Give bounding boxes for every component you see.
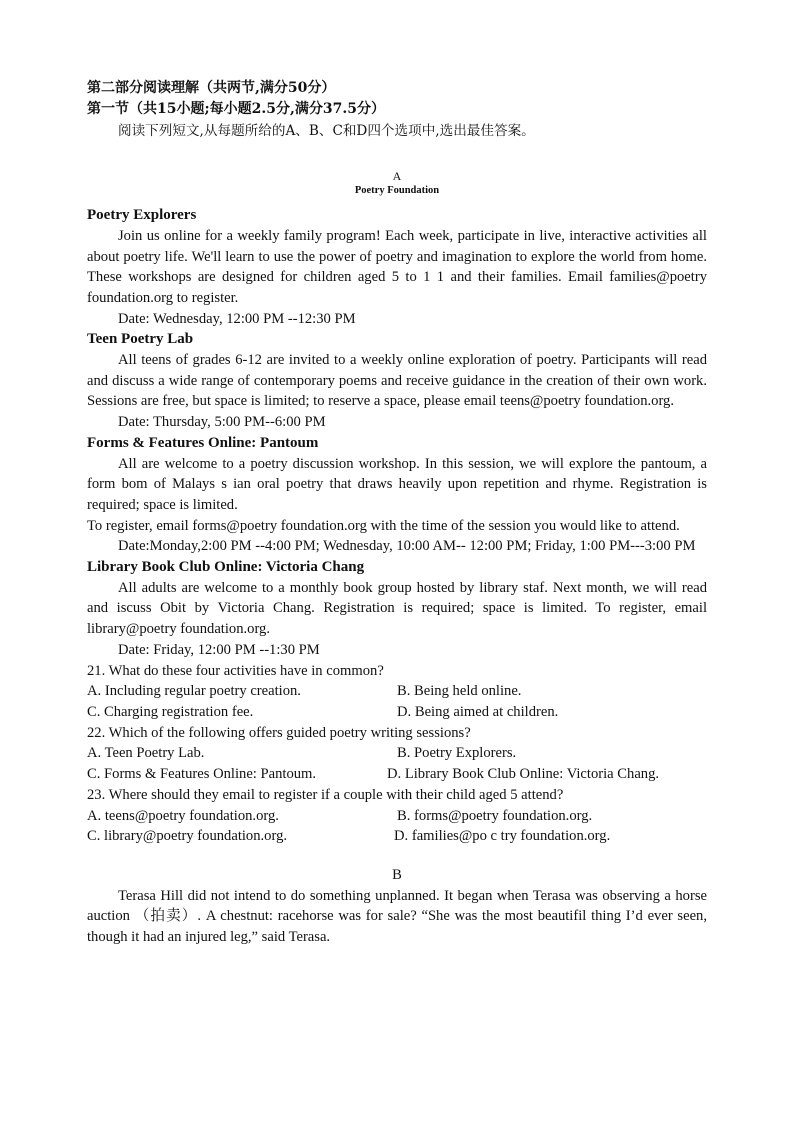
activity-body: All teens of grades 6-12 are invited to a weekly online exploration of poetry. Participants will read and discuss a wide range of contemporary poems and receive guidance in the creation of their own work. Sessions are free, but space is limited; to reserve a space, please email teens@poetry foundation.org. — [87, 352, 707, 410]
option-c[interactable]: C. Forms & Features Online: Pantoum. — [87, 766, 317, 783]
activity-heading: Poetry Explorers — [87, 207, 197, 224]
option-b[interactable]: B. forms@poetry foundation.org. — [397, 807, 593, 824]
option-d[interactable]: D. Library Book Club Online: Victoria Chang. — [387, 766, 660, 783]
option-b[interactable]: B. Poetry Explorers. — [397, 745, 517, 762]
question-stem: 21. What do these four activities have in common? — [87, 662, 384, 679]
instruction-text: 阅读下列短文,从每题所给的A、B、C和D四个选项中,选出最佳答案。 — [118, 123, 535, 140]
question-stem: 22. Which of the following offers guided poetry writing sessions? — [87, 724, 471, 741]
activity-body: All adults are welcome to a monthly book group hosted by library staf. Next month, we will read and iscuss Obit by Victoria Chang. Registration is required; space is limited. To register, email library@poetry foundation.org. — [87, 579, 707, 638]
exam-page — [87, 78, 707, 948]
passage-a-letter: A — [392, 169, 402, 184]
option-b[interactable]: B. Being held online. — [397, 683, 522, 700]
passage-b-body: Terasa Hill did not intend to do something unplanned. It began when Terasa was observing a horse auction （拍卖）. A chestnut: racehorse was for sale? “She was the most beautifil thing I’d ever seen, though it had an injured leg,” said Terasa. — [87, 887, 707, 946]
option-c[interactable]: C. library@poetry foundation.org. — [87, 828, 288, 845]
activity-date: Date: Friday, 12:00 PM --1:30 PM — [118, 641, 320, 658]
activity-poetry-explorers — [87, 205, 707, 329]
activity-library-book-club — [87, 557, 707, 661]
question-23 — [87, 785, 707, 847]
activity-heading: Forms & Features Online: Pantoum — [87, 434, 319, 451]
activity-heading: Library Book Club Online: Victoria Chang — [87, 559, 365, 576]
option-a[interactable]: A. Including regular poetry creation. — [87, 683, 301, 700]
passage-a-subtitle: Poetry Foundation — [354, 185, 440, 197]
activity-body: All are welcome to a poetry discussion workshop. In this session, we will explore the pantoum, a form bom of Malays s ian oral poetry that draws heavily upon repetition and rhyme. Registration is required; space is limited. — [87, 455, 707, 513]
passage-b-letter: B — [392, 866, 402, 883]
option-c[interactable]: C. Charging registration fee. — [87, 703, 254, 720]
option-a[interactable]: A. Teen Poetry Lab. — [87, 745, 205, 762]
activity-date: Date: Wednesday, 12:00 PM --12:30 PM — [118, 310, 356, 327]
option-d[interactable]: D. families@po c try foundation.org. — [394, 828, 611, 845]
activity-heading: Teen Poetry Lab — [87, 331, 194, 348]
activity-register-note: To register, email forms@poetry foundation.org with the time of the session you would like to attend. — [87, 517, 680, 534]
section-title: 第一节（共15小题;每小题2.5分,满分37.5分） — [87, 100, 385, 117]
question-21 — [87, 661, 707, 723]
activity-body: Join us online for a weekly family program! Each week, participate in live, interactive activities all about poetry life. We'll learn to use the power of poetry and imagination to explore the world from home. These workshops are designed for children aged 5 to 1 1 and their families. Email families@poetry foundation.org to register. — [87, 227, 707, 306]
question-stem: 23. Where should they email to register if a couple with their child aged 5 attend? — [87, 786, 564, 803]
activity-date: Date: Thursday, 5:00 PM--6:00 PM — [118, 414, 326, 431]
question-22 — [87, 723, 707, 785]
option-d[interactable]: D. Being aimed at children. — [397, 703, 559, 720]
activity-teen-poetry-lab — [87, 329, 707, 433]
option-a[interactable]: A. teens@poetry foundation.org. — [87, 807, 279, 824]
activity-date: Date:Monday,2:00 PM --4:00 PM; Wednesday, 10:00 AM-- 12:00 PM; Friday, 1:00 PM---3:00 PM — [118, 538, 696, 555]
part-title: 第二部分阅读理解（共两节,满分50分） — [87, 80, 336, 96]
activity-forms-features — [87, 433, 707, 557]
